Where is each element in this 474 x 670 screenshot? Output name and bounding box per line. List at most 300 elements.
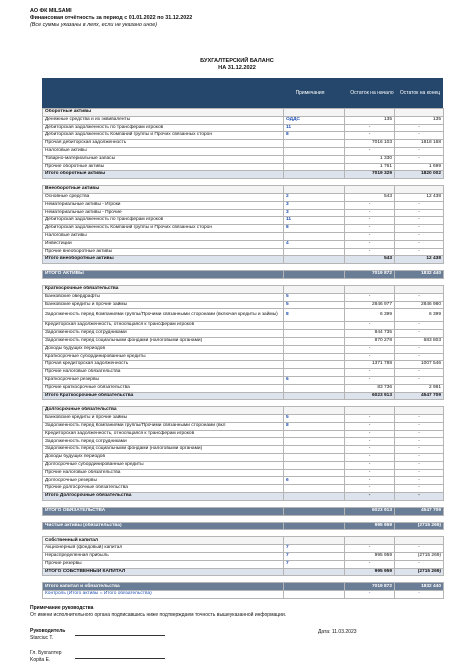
value-current: -	[345, 248, 395, 256]
line-item-label: ИТОГО СОБСТВЕННЫЙ КАПИТАЛ	[43, 568, 284, 576]
note-ref	[284, 507, 345, 515]
note-ref: 8	[284, 225, 345, 233]
note-ref	[284, 155, 345, 163]
note-ref	[284, 438, 345, 446]
line-item-label: Дебиторская задолженность Компаний группы и Прочих связанных сторон	[43, 132, 284, 140]
line-item-label: Товарно-материальные запасы	[43, 155, 284, 163]
value-current: -	[345, 454, 395, 462]
head-name: Starciuc T.	[30, 634, 54, 641]
value-current: -	[345, 209, 395, 217]
value-prior	[395, 179, 444, 186]
value-prior: 135	[395, 116, 444, 124]
note-ref: 2	[284, 193, 345, 201]
value-prior: -	[395, 232, 444, 240]
line-item-label	[43, 179, 284, 186]
value-current	[345, 179, 395, 186]
section-header-row	[43, 537, 444, 545]
table-row	[43, 147, 444, 155]
table-row	[43, 560, 444, 568]
value-prior: (2715 269)	[395, 553, 444, 561]
line-item-label: Акционерный (фондовый) капитал	[43, 545, 284, 553]
table-row	[43, 293, 444, 301]
line-item-label: Кредиторская задолженность, относящаяся к трансферам игроков	[43, 322, 284, 330]
value-current: -	[345, 376, 395, 384]
balance-table-body	[43, 109, 444, 599]
value-current: 2846 977	[345, 301, 395, 309]
line-item-label: Нематериальные активы - Игроки	[43, 201, 284, 209]
value-current: -	[345, 353, 395, 361]
value-current: -	[345, 430, 395, 438]
line-item-label: Инвестиции	[43, 240, 284, 248]
note-ref	[284, 515, 345, 522]
line-item-label: Итого Краткосрочные обязательства	[43, 392, 284, 400]
value-current	[345, 515, 395, 522]
value-current: -	[345, 217, 395, 225]
line-item-label: Банковские овердрафты	[43, 293, 284, 301]
balance-table	[42, 108, 444, 599]
value-current: -	[345, 415, 395, 423]
value-prior: -	[395, 591, 444, 599]
table-row	[43, 415, 444, 423]
line-item-label: Задолженность перед Компаниями группы/Прочими связанными сторонами (включая кредиты и займы)	[43, 309, 284, 322]
spacer-row	[43, 264, 444, 271]
value-current: -	[345, 232, 395, 240]
table-row	[43, 345, 444, 353]
subtotal-row	[43, 392, 444, 400]
value-prior: -	[395, 485, 444, 493]
table-row	[43, 369, 444, 377]
value-current: 1 330	[345, 155, 395, 163]
section-header-row	[43, 109, 444, 117]
line-item-label: Кредиторская задолженность, относящаяся к трансферам игроков	[43, 430, 284, 438]
note-ref	[284, 392, 345, 400]
table-row	[43, 337, 444, 345]
currency-note: (Все суммы указаны в леях, если не указано иное)	[30, 22, 158, 28]
line-item-label: Краткосрочные обязательства	[43, 285, 284, 293]
accountant-name: Kopita E.	[30, 656, 51, 663]
value-prior: (2715 269)	[395, 568, 444, 576]
value-current: -	[345, 438, 395, 446]
note-ref	[284, 186, 345, 194]
value-current: 995 959	[345, 553, 395, 561]
management-note	[30, 605, 286, 618]
note-ref: 7	[284, 553, 345, 561]
value-current	[345, 537, 395, 545]
grand-total-row	[43, 522, 444, 530]
value-prior: -	[395, 438, 444, 446]
table-row	[43, 140, 444, 148]
spacer-row	[43, 530, 444, 537]
value-prior	[395, 537, 444, 545]
line-item-label: Чистые активы (обязательства)	[43, 522, 284, 530]
value-current: 7019 872	[345, 271, 395, 279]
table-row	[43, 193, 444, 201]
value-current: -	[345, 493, 395, 501]
line-item-label: Дебиторская задолженность Компаний группы и Прочих связанных сторон	[43, 225, 284, 233]
table-row	[43, 217, 444, 225]
value-current	[345, 400, 395, 407]
line-item-label: Банковские кредиты и прочие займы	[43, 415, 284, 423]
note-ref: 6	[284, 376, 345, 384]
note-ref	[284, 461, 345, 469]
note-ref	[284, 337, 345, 345]
value-prior	[395, 285, 444, 293]
table-row	[43, 553, 444, 561]
line-item-label: Долгосрочные обязательства	[43, 407, 284, 415]
line-item-label: Итого Долгосрочные обязательства	[43, 493, 284, 501]
value-prior: -	[395, 446, 444, 454]
value-current: 83 736	[345, 384, 395, 392]
table-row	[43, 309, 444, 322]
value-prior: -	[395, 293, 444, 301]
value-prior	[395, 264, 444, 271]
value-prior: 1 699	[395, 163, 444, 171]
head-signature-block	[30, 628, 65, 641]
line-item-label: Прочие резервы	[43, 560, 284, 568]
value-prior: 1832 440	[395, 271, 444, 279]
note-ref: 11	[284, 124, 345, 132]
value-prior: 12 438	[395, 256, 444, 264]
value-current	[345, 278, 395, 285]
column-prior-header: Остаток на конец	[399, 90, 441, 96]
note-ref	[284, 232, 345, 240]
value-current: -	[345, 469, 395, 477]
table-row	[43, 422, 444, 430]
note-ref	[284, 485, 345, 493]
table-row	[43, 163, 444, 171]
note-ref: 4	[284, 240, 345, 248]
line-item-label: Прочие краткосрочные обязательства	[43, 384, 284, 392]
line-item-label	[43, 400, 284, 407]
table-row	[43, 438, 444, 446]
note-ref	[284, 171, 345, 179]
note-ref	[284, 248, 345, 256]
value-current: 543	[345, 256, 395, 264]
line-item-label: Нематериальные активы - Прочие	[43, 209, 284, 217]
value-prior: -	[395, 132, 444, 140]
value-current: 1371 788	[345, 361, 395, 369]
note-ref	[284, 537, 345, 545]
value-current: 844 735	[345, 330, 395, 338]
note-ref	[284, 576, 345, 583]
note-ref: 11	[284, 217, 345, 225]
balance-sheet-title	[0, 58, 474, 72]
note-ref	[284, 109, 345, 117]
value-prior: -	[395, 248, 444, 256]
note-ref	[284, 591, 345, 599]
table-row	[43, 384, 444, 392]
value-prior: 1007 546	[395, 361, 444, 369]
value-current: -	[345, 225, 395, 233]
head-role: Руководитель	[30, 628, 66, 634]
note-ref	[284, 179, 345, 186]
note-ref: 8	[284, 309, 345, 322]
line-item-label: Доходы будущих периодов	[43, 454, 284, 462]
spacer-row	[43, 179, 444, 186]
value-current: -	[345, 124, 395, 132]
title-line-1: БУХГАЛТЕРСКИЙ БАЛАНС	[200, 58, 274, 64]
line-item-label: Задолженность перед социальными фондами (налоговыми органами)	[43, 446, 284, 454]
note-ref	[284, 285, 345, 293]
value-current: 7019 329	[345, 171, 395, 179]
value-current	[345, 500, 395, 507]
table-row	[43, 209, 444, 217]
line-item-label: Задолженность перед социальными фондами (налоговыми органами)	[43, 337, 284, 345]
value-prior: -	[395, 430, 444, 438]
value-current: 135	[345, 116, 395, 124]
line-item-label: ИТОГО ОБЯЗАТЕЛЬСТВА	[43, 507, 284, 515]
value-current	[345, 186, 395, 194]
value-prior: -	[395, 422, 444, 430]
note-ref: 5	[284, 415, 345, 423]
management-note-title: Примечание руководства	[30, 605, 94, 611]
note-ref: 8	[284, 422, 345, 430]
value-prior: -	[395, 545, 444, 553]
note-ref	[284, 163, 345, 171]
value-prior: 4547 709	[395, 392, 444, 400]
table-row	[43, 430, 444, 438]
value-current: -	[345, 201, 395, 209]
note-ref: ОДДС	[284, 116, 345, 124]
note-ref	[284, 500, 345, 507]
line-item-label: Контроль (Итого активы = Итого обязательства)	[43, 591, 284, 599]
value-prior: -	[395, 201, 444, 209]
value-prior: -	[395, 155, 444, 163]
note-ref	[284, 530, 345, 537]
line-item-label: Прочие долгосрочные обязательства	[43, 485, 284, 493]
report-date: Дата: 11.03.2023	[318, 629, 357, 635]
value-current: -	[345, 240, 395, 248]
note-ref: 7	[284, 560, 345, 568]
note-ref	[284, 345, 345, 353]
title-line-2: НА 31.12.2022	[218, 65, 256, 71]
table-row	[43, 240, 444, 248]
line-item-label: Доходы будущих периодов	[43, 345, 284, 353]
note-ref	[284, 330, 345, 338]
line-item-label	[43, 530, 284, 537]
line-item-label: Оборотные активы	[43, 109, 284, 117]
note-ref	[284, 493, 345, 501]
line-item-label: Краткосрочные субординированные кредиты	[43, 353, 284, 361]
value-current: 995 959	[345, 522, 395, 530]
line-item-label: Прочая кредиторская задолженность	[43, 361, 284, 369]
value-current: 7016 103	[345, 140, 395, 148]
column-current-header: Остаток на начало	[350, 90, 394, 96]
section-header-row	[43, 285, 444, 293]
table-row	[43, 461, 444, 469]
value-prior: 683 803	[395, 337, 444, 345]
value-current: -	[345, 147, 395, 155]
note-ref: 5	[284, 301, 345, 309]
management-note-text: От имени исполнительного органа подписавшись ниже подтверждаем точность вышеуказанной информации.	[30, 611, 287, 618]
note-ref	[284, 322, 345, 330]
note-ref	[284, 361, 345, 369]
grand-total-row	[43, 507, 444, 515]
value-prior: 1820 002	[395, 171, 444, 179]
column-notes-header: Примечания	[295, 90, 325, 96]
line-item-label: Задолженность перед сотрудниками	[43, 330, 284, 338]
value-prior: -	[395, 376, 444, 384]
table-row	[43, 124, 444, 132]
note-ref	[284, 469, 345, 477]
value-current: -	[345, 322, 395, 330]
note-ref	[284, 278, 345, 285]
head-signature-line	[75, 635, 165, 636]
line-item-label: Основные средства	[43, 193, 284, 201]
note-ref	[284, 353, 345, 361]
value-prior: -	[395, 217, 444, 225]
table-row	[43, 225, 444, 233]
line-item-label: Долгосрочные резервы	[43, 477, 284, 485]
value-prior: -	[395, 560, 444, 568]
note-ref	[284, 430, 345, 438]
report-header	[30, 8, 192, 29]
value-prior: -	[395, 415, 444, 423]
value-current	[345, 264, 395, 271]
subtotal-row	[43, 171, 444, 179]
table-row	[43, 116, 444, 124]
value-prior: 6 399	[395, 309, 444, 322]
note-ref: 3	[284, 201, 345, 209]
table-row	[43, 446, 444, 454]
column-header-bar	[42, 78, 443, 108]
table-row	[43, 155, 444, 163]
note-ref: 8	[284, 132, 345, 140]
note-ref	[284, 147, 345, 155]
table-row	[43, 201, 444, 209]
value-current: -	[345, 345, 395, 353]
value-current: -	[345, 132, 395, 140]
line-item-label: Нераспределенная прибыль	[43, 553, 284, 561]
value-current: 870 278	[345, 337, 395, 345]
value-current	[345, 285, 395, 293]
value-current	[345, 530, 395, 537]
note-ref	[284, 384, 345, 392]
line-item-label: Налоговые активы	[43, 147, 284, 155]
table-row	[43, 485, 444, 493]
value-current: 6 399	[345, 309, 395, 322]
line-item-label: Дебиторская задолженность по трансферам игроков	[43, 217, 284, 225]
accountant-signature-line	[75, 658, 165, 659]
value-prior	[395, 500, 444, 507]
value-current: -	[345, 369, 395, 377]
line-item-label: Задолженность перед Компаниями группы/Прочими связанными сторонами (вкл	[43, 422, 284, 430]
note-ref	[284, 446, 345, 454]
note-ref: 5	[284, 293, 345, 301]
value-prior	[395, 278, 444, 285]
value-current	[345, 407, 395, 415]
value-current	[345, 109, 395, 117]
value-prior	[395, 576, 444, 583]
grand-total-row	[43, 271, 444, 279]
value-current: 7019 872	[345, 583, 395, 591]
line-item-label: Итого внеоборотные активы	[43, 256, 284, 264]
value-prior	[395, 407, 444, 415]
spacer-row	[43, 278, 444, 285]
value-prior: (2715 269)	[395, 522, 444, 530]
value-prior: -	[395, 353, 444, 361]
note-ref	[284, 256, 345, 264]
line-item-label: Прочие налоговые обязательства	[43, 369, 284, 377]
table-row	[43, 376, 444, 384]
line-item-label: Итого капитал и обязательства	[43, 583, 284, 591]
value-prior: -	[395, 322, 444, 330]
value-prior: 2 981	[395, 384, 444, 392]
note-ref: 7	[284, 545, 345, 553]
value-prior: -	[395, 454, 444, 462]
line-item-label	[43, 278, 284, 285]
value-current: 995 959	[345, 568, 395, 576]
spacer-row	[43, 576, 444, 583]
table-row	[43, 454, 444, 462]
value-prior: -	[395, 330, 444, 338]
company-name: АО ФК MILSAMI	[30, 8, 72, 14]
line-item-label	[43, 515, 284, 522]
table-row	[43, 301, 444, 309]
table-row	[43, 248, 444, 256]
line-item-label: Задолженность перед сотрудниками	[43, 438, 284, 446]
value-current: -	[345, 545, 395, 553]
value-prior: -	[395, 225, 444, 233]
table-row	[43, 232, 444, 240]
note-ref	[284, 583, 345, 591]
value-prior: -	[395, 240, 444, 248]
value-prior: -	[395, 477, 444, 485]
value-prior: -	[395, 469, 444, 477]
line-item-label	[43, 500, 284, 507]
value-current: -	[345, 422, 395, 430]
subtotal-row	[43, 256, 444, 264]
note-ref	[284, 522, 345, 530]
value-current: 1 761	[345, 163, 395, 171]
value-prior: 1832 440	[395, 583, 444, 591]
value-current: 6023 913	[345, 392, 395, 400]
line-item-label: Внеоборотные активы	[43, 186, 284, 194]
control-row	[43, 591, 444, 599]
line-item-label: Прочие внеоборотные активы	[43, 248, 284, 256]
value-prior	[395, 530, 444, 537]
table-row	[43, 361, 444, 369]
accountant-role: Гл. Бухгалтер	[30, 650, 62, 656]
line-item-label: Прочие налоговые обязательства	[43, 469, 284, 477]
subtotal-row	[43, 493, 444, 501]
note-ref	[284, 271, 345, 279]
value-prior: 2846 980	[395, 301, 444, 309]
note-ref	[284, 369, 345, 377]
note-ref	[284, 400, 345, 407]
grand-total-row	[43, 583, 444, 591]
line-item-label: Долгосрочные субординированные кредиты	[43, 461, 284, 469]
value-prior: -	[395, 345, 444, 353]
note-ref	[284, 407, 345, 415]
note-ref: 3	[284, 209, 345, 217]
line-item-label: Дебиторская задолженность по трансферам игроков	[43, 124, 284, 132]
section-header-row	[43, 407, 444, 415]
note-ref	[284, 454, 345, 462]
value-current: -	[345, 560, 395, 568]
value-prior	[395, 109, 444, 117]
value-prior	[395, 400, 444, 407]
subtotal-row	[43, 568, 444, 576]
note-ref: 6	[284, 477, 345, 485]
table-row	[43, 353, 444, 361]
value-prior: -	[395, 493, 444, 501]
value-prior: -	[395, 147, 444, 155]
value-prior: 4547 709	[395, 507, 444, 515]
value-current: 543	[345, 193, 395, 201]
table-row	[43, 477, 444, 485]
value-prior	[395, 515, 444, 522]
